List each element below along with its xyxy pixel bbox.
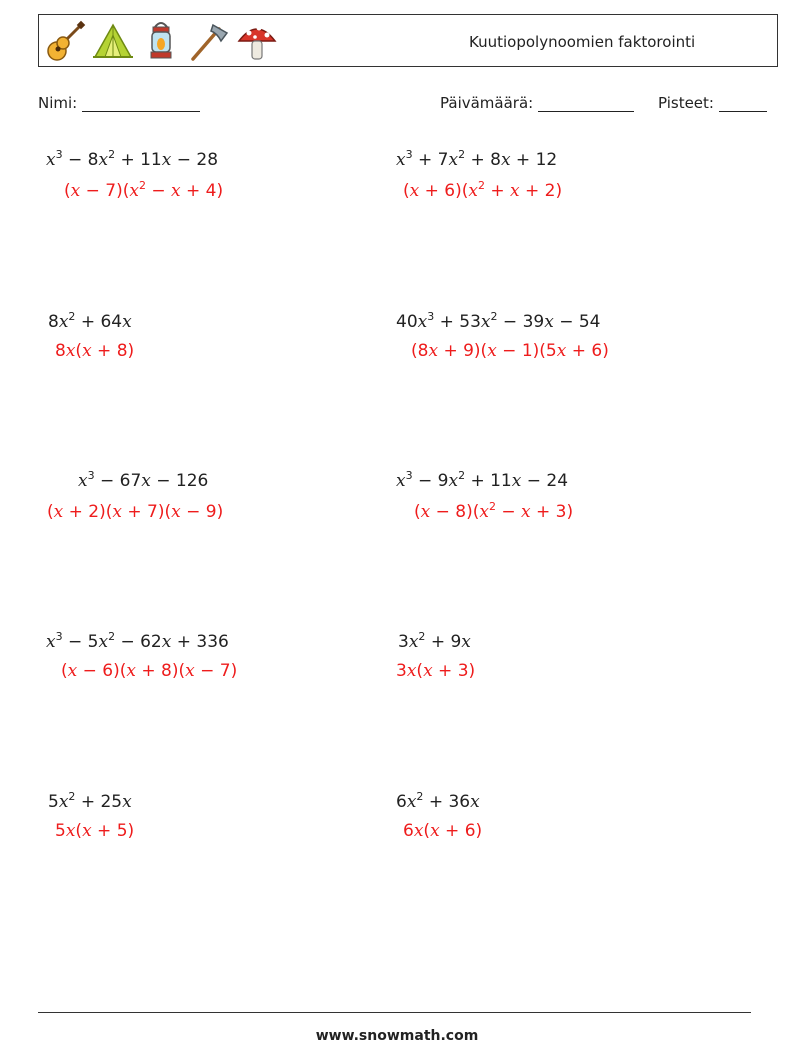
name-blank[interactable]	[82, 97, 200, 112]
problem-answer: (8x + 9)(x − 1)(5x + 6)	[411, 341, 609, 361]
tent-icon	[91, 19, 135, 63]
problem-answer: $(x - 7)(x^2 - x + 4)$	[64, 179, 224, 201]
axe-icon	[187, 19, 231, 63]
score-blank[interactable]	[719, 97, 767, 112]
name-label: Nimi:	[38, 94, 78, 112]
guitar-icon	[43, 19, 87, 63]
date-field[interactable]	[440, 94, 634, 112]
score-label: Pisteet:	[658, 94, 714, 112]
mushroom-icon	[235, 19, 279, 63]
problem-question: $6x^2 + 36x$	[396, 790, 480, 812]
problem-answer: 3x(x + 3)	[396, 661, 476, 681]
problem-question: $x^3 - 5x^2 - 62x + 336$	[46, 630, 229, 652]
worksheet-header	[38, 14, 778, 67]
problem-answer: 5x(x + 5)	[55, 821, 135, 841]
problem-answer: 8x(x + 8)	[55, 341, 135, 361]
lantern-icon	[139, 19, 183, 63]
problem-question: $x^3 - 67x - 126$	[78, 469, 209, 491]
problem-answer: $(x + 6)(x^2 + x + 2)$	[403, 179, 563, 201]
problem-question: $5x^2 + 25x$	[48, 790, 132, 812]
problem-question: $x^3 - 8x^2 + 11x - 28$	[46, 148, 219, 170]
problem-answer: (x − 6)(x + 8)(x − 7)	[61, 661, 238, 681]
problem-answer: (x + 2)(x + 7)(x − 9)	[47, 502, 224, 522]
problem-question: $3x^2 + 9x$	[398, 630, 471, 652]
problem-question: $x^3 - 9x^2 + 11x - 24$	[396, 469, 569, 491]
worksheet-title: Kuutiopolynoomien faktorointi	[469, 33, 696, 51]
header-icons	[43, 19, 279, 63]
score-field[interactable]	[658, 94, 767, 112]
footer-url[interactable]: www.snowmath.com	[315, 1028, 479, 1044]
problem-question: $x^3 + 7x^2 + 8x + 12$	[396, 148, 558, 170]
problem-question: $8x^2 + 64x$	[48, 310, 132, 332]
date-label: Päivämäärä:	[440, 94, 534, 112]
problem-answer: 6x(x + 6)	[403, 821, 483, 841]
date-blank[interactable]	[538, 97, 634, 112]
problem-answer: $(x - 8)(x^2 - x + 3)$	[414, 500, 574, 522]
footer-divider	[38, 1012, 751, 1013]
name-field[interactable]	[38, 94, 200, 112]
problem-question: $40x^3 + 53x^2 - 39x - 54$	[396, 310, 601, 332]
